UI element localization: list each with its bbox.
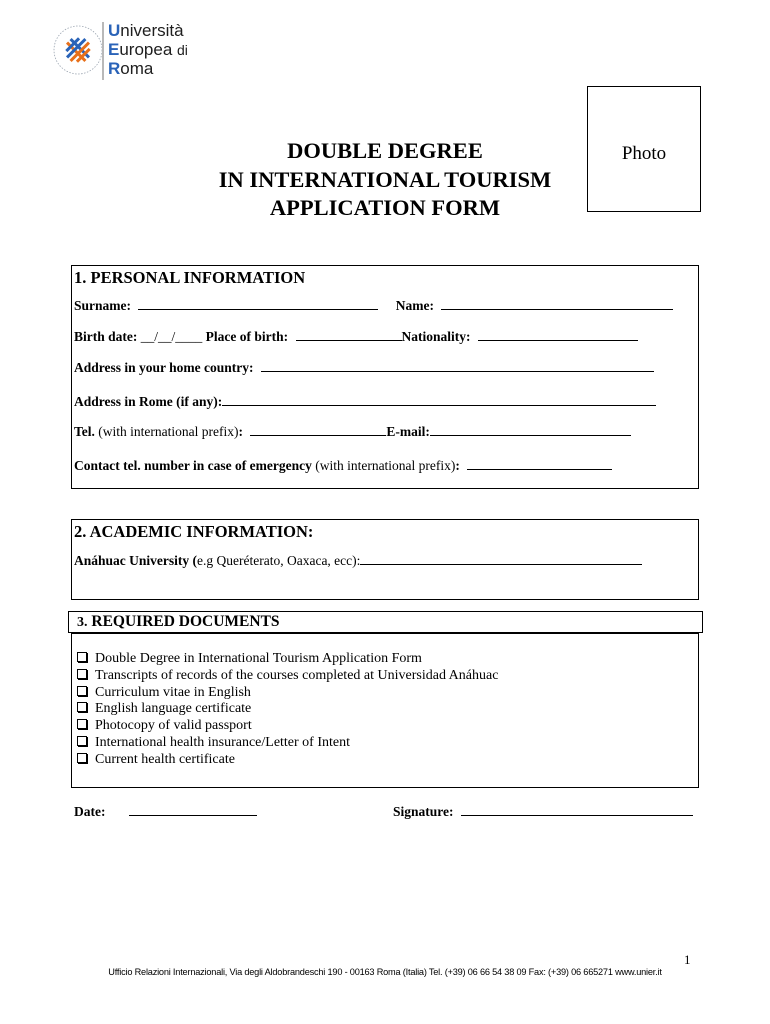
list-item bbox=[77, 668, 498, 685]
list-item bbox=[77, 651, 498, 668]
photo-box[interactable] bbox=[587, 86, 701, 212]
signature-row bbox=[393, 804, 693, 820]
checkbox[interactable] bbox=[77, 686, 87, 696]
signature-field[interactable] bbox=[461, 804, 693, 816]
list-item bbox=[77, 718, 498, 735]
university-seal-icon bbox=[52, 18, 104, 80]
name-field[interactable] bbox=[441, 298, 673, 310]
date-label: Date: bbox=[74, 804, 106, 819]
personal-information-heading: 1. PERSONAL INFORMATION bbox=[74, 268, 306, 287]
tel-colon: : bbox=[238, 424, 243, 439]
emergency-note: (with international prefix) bbox=[315, 458, 456, 473]
required-documents-list bbox=[77, 651, 498, 769]
title-line-2: IN INTERNATIONAL TOURISM bbox=[218, 166, 552, 192]
name-label: Name: bbox=[395, 298, 434, 313]
required-documents-number: 3. bbox=[77, 615, 88, 630]
checkbox[interactable] bbox=[77, 702, 87, 712]
tel-note: (with international prefix) bbox=[98, 424, 239, 439]
home-address-field[interactable] bbox=[261, 360, 654, 372]
home-address-row bbox=[74, 360, 654, 376]
university-logo bbox=[52, 18, 212, 82]
list-item-label: English language certificate bbox=[95, 701, 252, 717]
logo-line-roma: Roma bbox=[108, 59, 154, 78]
title-line-1: DOUBLE DEGREE bbox=[287, 138, 483, 163]
surname-field[interactable] bbox=[138, 298, 378, 310]
tel-email-row bbox=[74, 424, 631, 440]
page-number: 1 bbox=[684, 952, 691, 967]
place-of-birth-field[interactable] bbox=[296, 329, 402, 341]
academic-information-heading: 2. ACADEMIC INFORMATION: bbox=[74, 522, 314, 541]
email-field[interactable] bbox=[430, 424, 631, 436]
logo-line-europea: Europea di bbox=[108, 40, 188, 59]
list-item bbox=[77, 685, 498, 702]
birth-row bbox=[74, 329, 638, 345]
list-item bbox=[77, 701, 498, 718]
rome-address-label: Address in Rome (if any): bbox=[74, 394, 223, 409]
form-title bbox=[150, 137, 620, 223]
photo-label: Photo bbox=[621, 143, 667, 164]
email-label: E-mail: bbox=[386, 424, 430, 439]
list-item-label: Transcripts of records of the courses completed at Universidad Anáhuac bbox=[95, 667, 499, 683]
required-documents-title: REQUIRED DOCUMENTS bbox=[91, 613, 280, 630]
surname-label: Surname: bbox=[74, 298, 131, 313]
title-line-3: APPLICATION FORM bbox=[269, 195, 501, 220]
university-row bbox=[74, 553, 642, 569]
rome-address-field[interactable] bbox=[222, 394, 656, 406]
tel-field[interactable] bbox=[250, 424, 386, 436]
list-item-label: Photocopy of valid passport bbox=[95, 718, 252, 734]
nationality-field[interactable] bbox=[478, 329, 638, 341]
list-item-label: International health insurance/Letter of Intent bbox=[95, 734, 351, 750]
checkbox[interactable] bbox=[77, 719, 87, 729]
birth-date-label: Birth date: bbox=[74, 329, 138, 344]
footer-address: Ufficio Relazioni Internazionali, Via degli Aldobrandeschi 190 - 00163 Roma (Italia) Tel. (+39) 06 66 54 38 09 Fax: (+39) 06 665271 www.unier.it bbox=[108, 967, 662, 977]
checkbox[interactable] bbox=[77, 753, 87, 763]
surname-name-row bbox=[74, 298, 673, 314]
university-label: Anáhuac University ( bbox=[74, 553, 198, 568]
list-item-label: Current health certificate bbox=[95, 751, 235, 767]
signature-label: Signature: bbox=[393, 804, 454, 819]
place-of-birth-label: Place of birth: bbox=[205, 329, 289, 344]
university-note: e.g Queréterato, Oaxaca, ecc): bbox=[197, 553, 361, 568]
list-item bbox=[77, 752, 498, 769]
tel-label: Tel. bbox=[74, 424, 95, 439]
list-item-label: Curriculum vitae in English bbox=[95, 684, 251, 700]
checkbox[interactable] bbox=[77, 736, 87, 746]
university-field[interactable] bbox=[360, 553, 642, 565]
required-documents-heading bbox=[77, 613, 280, 631]
emergency-label: Contact tel. number in case of emergency bbox=[74, 458, 312, 473]
emergency-row bbox=[74, 458, 612, 474]
logo-line-universita: Università bbox=[108, 21, 184, 40]
emergency-colon: : bbox=[455, 458, 460, 473]
checkbox[interactable] bbox=[77, 669, 87, 679]
home-address-label: Address in your home country: bbox=[74, 360, 254, 375]
list-item bbox=[77, 735, 498, 752]
rome-address-row bbox=[74, 394, 656, 410]
emergency-field[interactable] bbox=[467, 458, 612, 470]
birth-date-field[interactable]: __/__/____ bbox=[140, 329, 203, 344]
nationality-label: Nationality: bbox=[401, 329, 471, 344]
checkbox[interactable] bbox=[77, 652, 87, 662]
date-field[interactable] bbox=[129, 804, 257, 816]
list-item-label: Double Degree in International Tourism Application Form bbox=[95, 651, 422, 666]
date-row bbox=[74, 804, 257, 820]
